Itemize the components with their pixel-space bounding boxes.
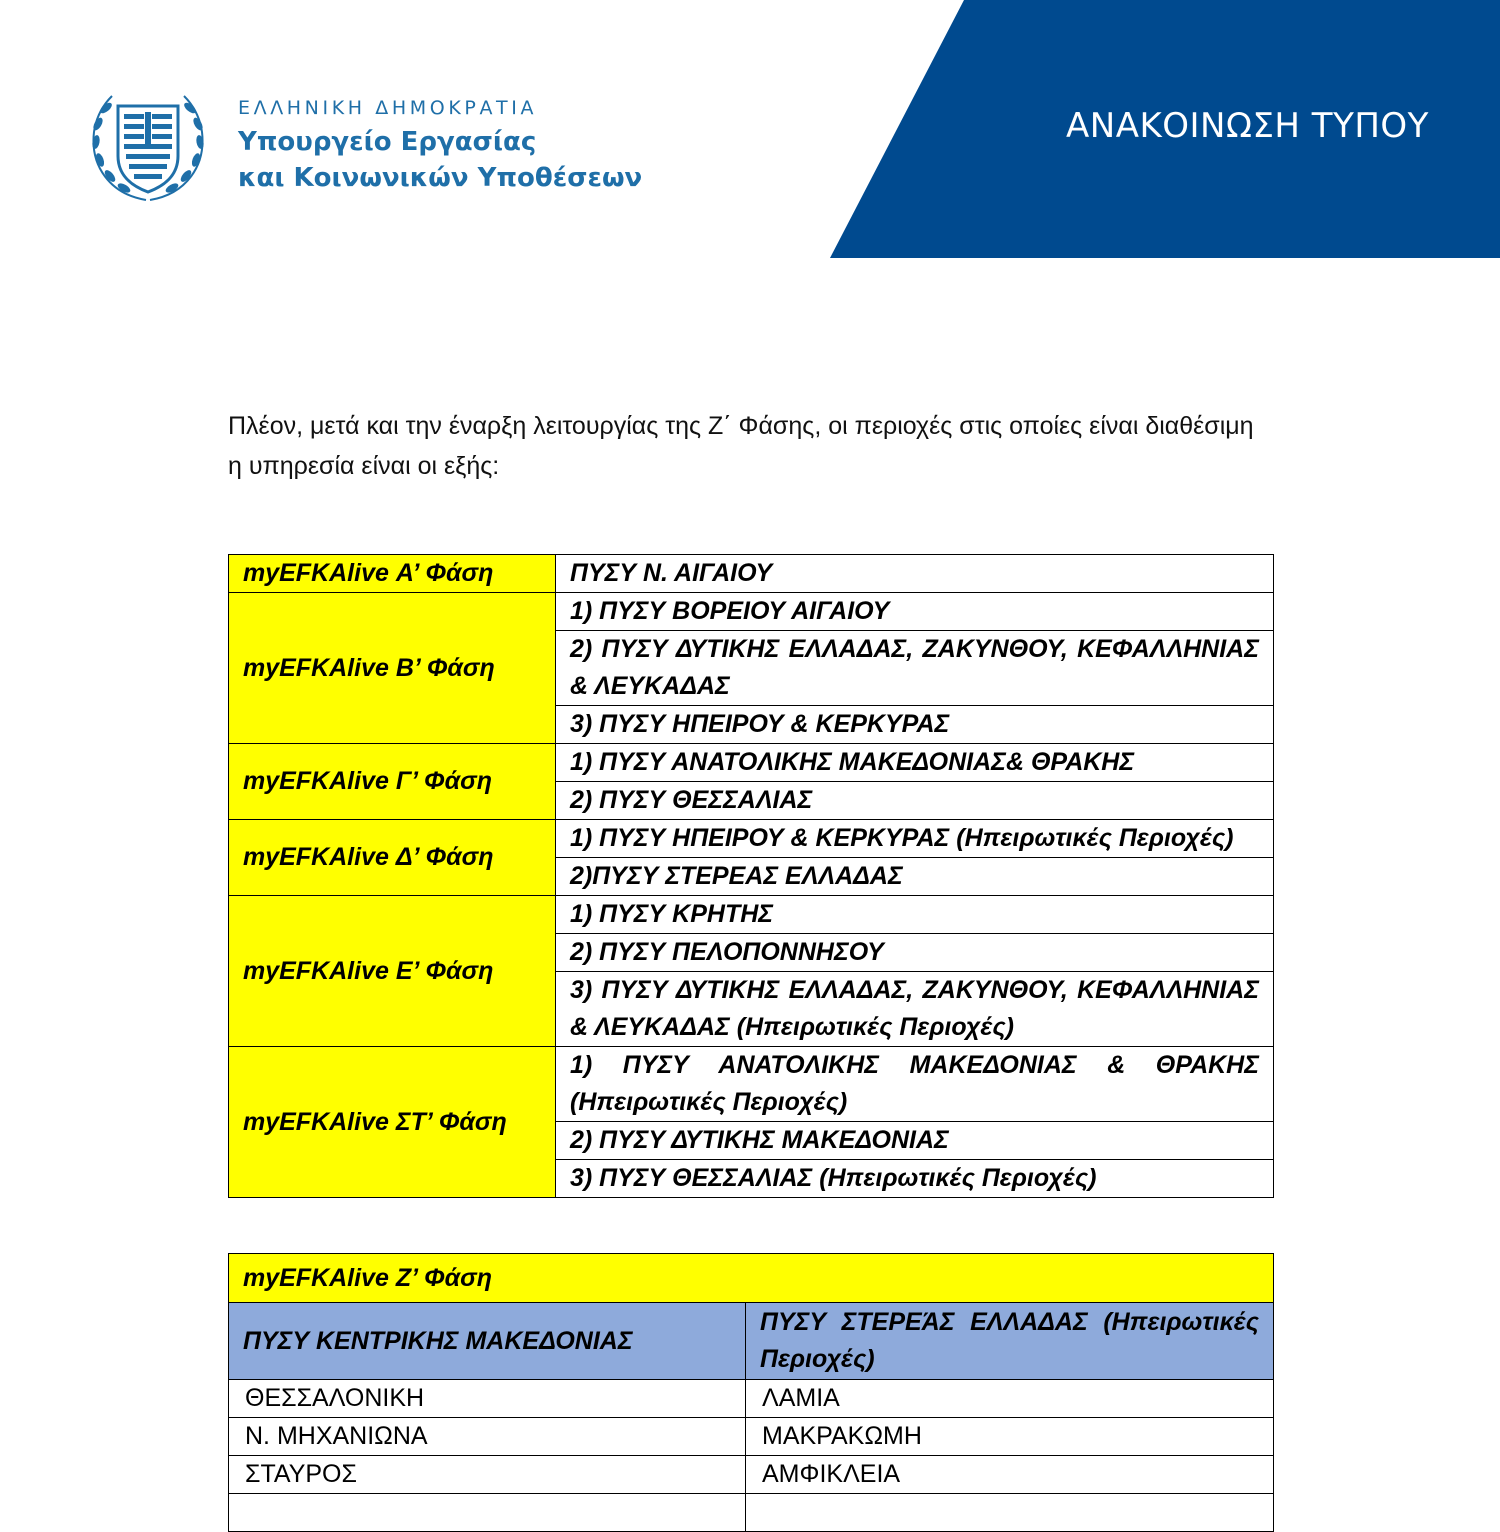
area-cell: 3) ΠΥΣΥ ΔΥΤΙΚΗΣ ΕΛΛΑΔΑΣ, ΖΑΚΥΝΘΟΥ, ΚΕΦΑΛΛΗΝΙΑΣ & ΛΕΥΚΑΔΑΣ (Ηπειρωτικές Περιοχές) xyxy=(556,972,1274,1047)
table-row xyxy=(229,555,1274,593)
press-release-title: ΑΝΑΚΟΙΝΩΣΗ ΤΥΠΟΥ xyxy=(1066,106,1429,146)
phase-cell: myEFKAlive Δ’ Φάση xyxy=(229,820,556,896)
phase-cell: myEFKAlive Ε’ Φάση xyxy=(229,896,556,1047)
table-row xyxy=(229,820,1274,858)
area-cell: 2) ΠΥΣΥ ΘΕΣΣΑΛΙΑΣ xyxy=(556,782,1274,820)
phase-cell: myEFKAlive Ζ’ Φάση xyxy=(229,1254,1274,1303)
intro-paragraph: Πλέον, μετά και την έναρξη λειτουργίας της Ζ΄ Φάσης, οι περιοχές στις οποίες είναι διαθέσιμη η υπηρεσία είναι οι εξής: xyxy=(228,412,1254,480)
table-cell: ΑΜΦΙΚΛΕΙΑ xyxy=(746,1456,1274,1494)
table-cell: ΛΑΜΙΑ xyxy=(746,1380,1274,1418)
ministry-name xyxy=(238,96,642,196)
area-cell: ΠΥΣΥ Ν. ΑΙΓΑΙΟΥ xyxy=(556,555,1274,593)
ministry-line-1: Υπουργείο Εργασίας xyxy=(238,127,537,157)
ministry-line-2: και Κοινωνικών Υποθέσεων xyxy=(238,163,643,193)
table-cell: ΣΤΑΥΡΟΣ xyxy=(229,1456,746,1494)
area-cell: 1) ΠΥΣΥ ΑΝΑΤΟΛΙΚΗΣ ΜΑΚΕΔΟΝΙΑΣ & ΘΡΑΚΗΣ (Ηπειρωτικές Περιοχές) xyxy=(556,1047,1274,1122)
area-cell: 1) ΠΥΣΥ ΒΟΡΕΙΟΥ ΑΙΓΑΙΟΥ xyxy=(556,593,1274,631)
area-cell: 2)ΠΥΣΥ ΣΤΕΡΕΑΣ ΕΛΛΑΔΑΣ xyxy=(556,858,1274,896)
greek-state-emblem-icon xyxy=(84,84,212,210)
table-row xyxy=(229,1380,1274,1418)
table-cell xyxy=(746,1494,1274,1532)
table-row xyxy=(229,1494,1274,1532)
area-cell: 2) ΠΥΣΥ ΔΥΤΙΚΗΣ ΜΑΚΕΔΟΝΙΑΣ xyxy=(556,1122,1274,1160)
phase-cell: myEFKAlive ΣΤ’ Φάση xyxy=(229,1047,556,1198)
area-cell: 2) ΠΥΣΥ ΠΕΛΟΠΟΝΝΗΣΟΥ xyxy=(556,934,1274,972)
column-header: ΠΥΣΥ ΚΕΝΤΡΙΚΗΣ ΜΑΚΕΔΟΝΙΑΣ xyxy=(229,1303,746,1380)
table-row xyxy=(229,1047,1274,1122)
area-cell: 3) ΠΥΣΥ ΗΠΕΙΡΟΥ & ΚΕΡΚΥΡΑΣ xyxy=(556,706,1274,744)
area-cell: 1) ΠΥΣΥ ΗΠΕΙΡΟΥ & ΚΕΡΚΥΡΑΣ (Ηπειρωτικές Περιοχές) xyxy=(556,820,1274,858)
phase-cell: myEFKAlive Α’ Φάση xyxy=(229,555,556,593)
table-row xyxy=(229,896,1274,934)
table-cell xyxy=(229,1494,746,1532)
table-row xyxy=(229,1418,1274,1456)
table-row xyxy=(229,593,1274,631)
table-row xyxy=(229,1254,1274,1303)
table-cell: ΜΑΚΡΑΚΩΜΗ xyxy=(746,1418,1274,1456)
phase-7-table xyxy=(228,1253,1274,1532)
table-row xyxy=(229,1456,1274,1494)
table-cell: Ν. ΜΗΧΑΝΙΩΝΑ xyxy=(229,1418,746,1456)
area-cell: 1) ΠΥΣΥ ΚΡΗΤΗΣ xyxy=(556,896,1274,934)
phase-cell: myEFKAlive Β’ Φάση xyxy=(229,593,556,744)
area-cell: 2) ΠΥΣΥ ΔΥΤΙΚΗΣ ΕΛΛΑΔΑΣ, ΖΑΚΥΝΘΟΥ, ΚΕΦΑΛΛΗΝΙΑΣ & ΛΕΥΚΑΔΑΣ xyxy=(556,631,1274,706)
column-header: ΠΥΣΥ ΣΤΕΡΕΆΣ ΕΛΛΑΔΑΣ (Ηπειρωτικές Περιοχές) xyxy=(746,1303,1274,1380)
table-header-row xyxy=(229,1303,1274,1380)
area-cell: 3) ΠΥΣΥ ΘΕΣΣΑΛΙΑΣ (Ηπειρωτικές Περιοχές) xyxy=(556,1160,1274,1198)
area-cell: 1) ΠΥΣΥ ΑΝΑΤΟΛΙΚΗΣ ΜΑΚΕΔΟΝΙΑΣ& ΘΡΑΚΗΣ xyxy=(556,744,1274,782)
table-row xyxy=(229,744,1274,782)
table-cell: ΘΕΣΣΑΛΟΝΙΚΗ xyxy=(229,1380,746,1418)
phase-cell: myEFKAlive Γ’ Φάση xyxy=(229,744,556,820)
phases-table xyxy=(228,554,1274,1198)
country-name: ΕΛΛΗΝΙΚΗ ΔΗΜΟΚΡΑΤΙΑ xyxy=(238,97,538,119)
